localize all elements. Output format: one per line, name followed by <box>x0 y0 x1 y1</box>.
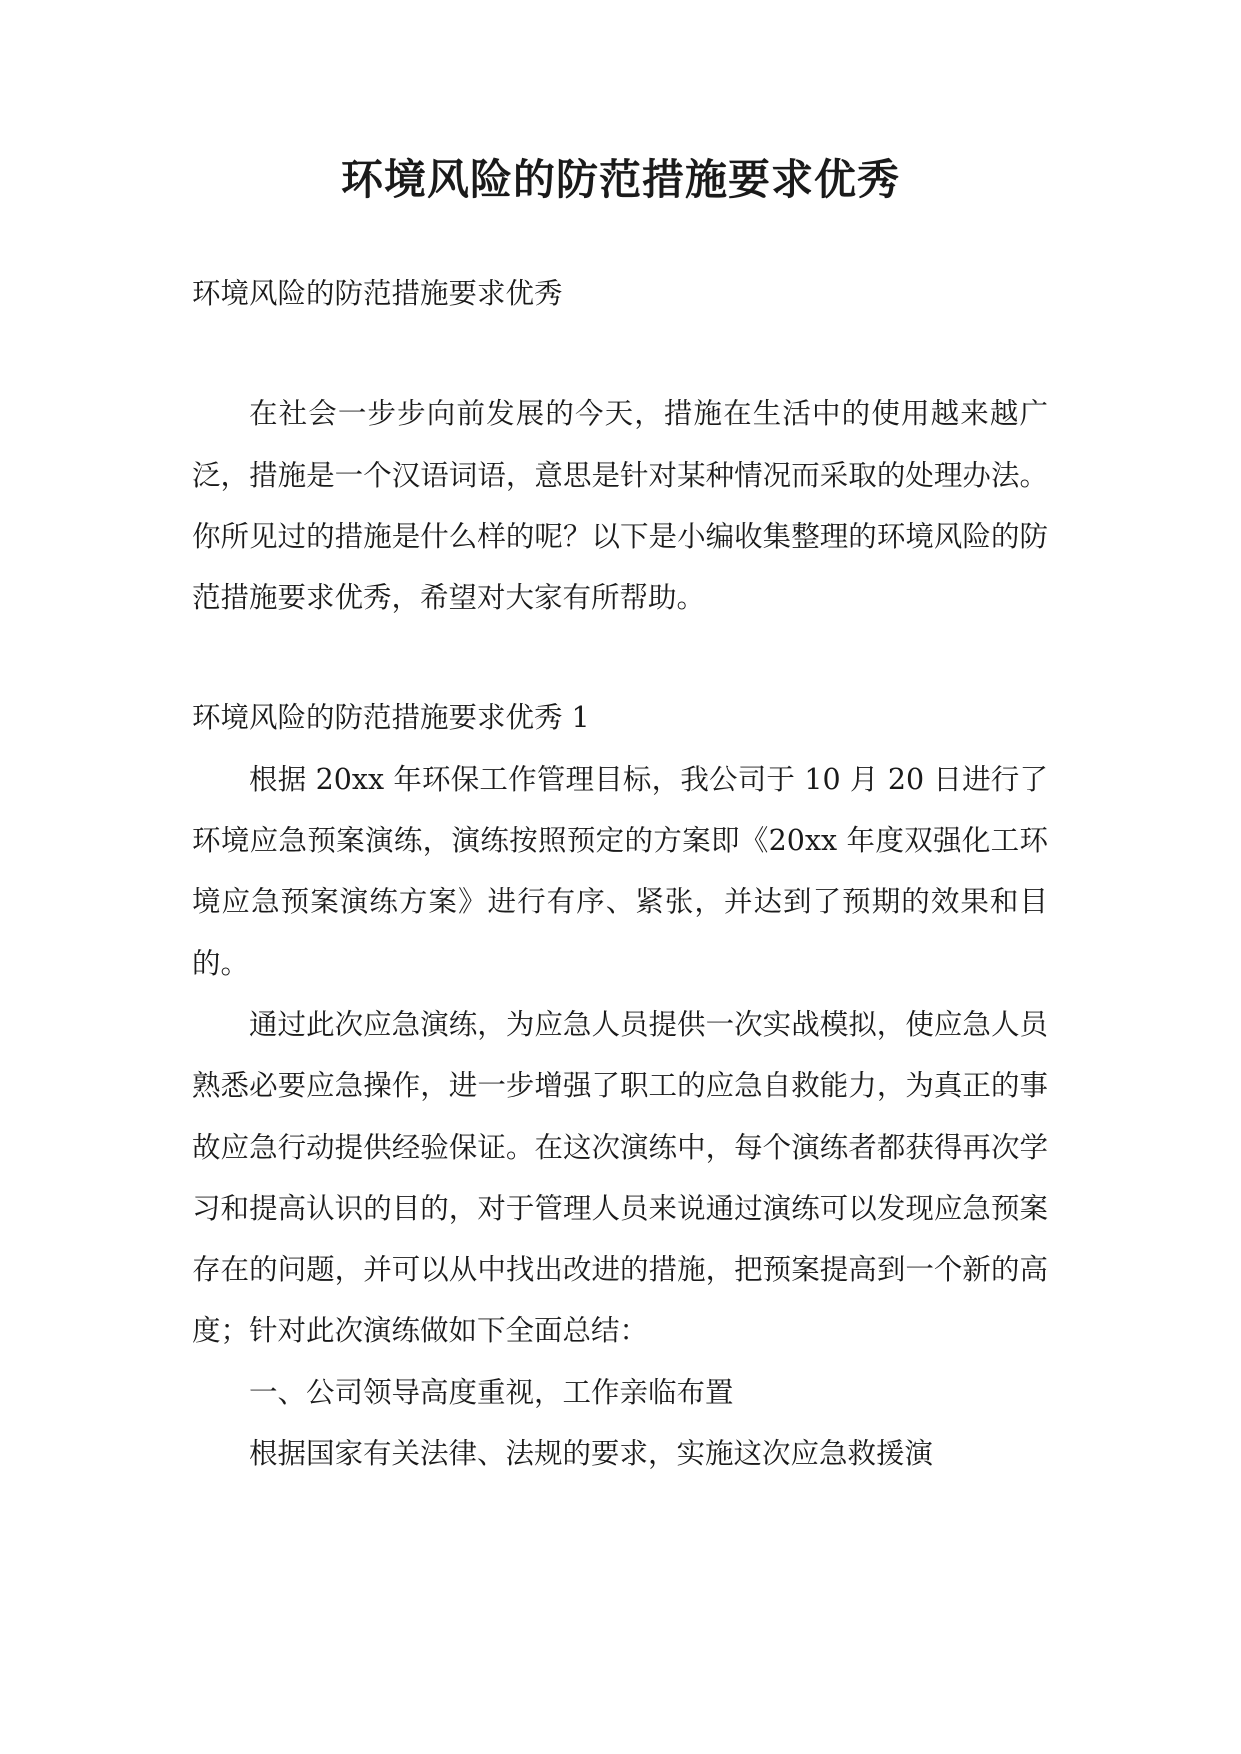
document-body <box>192 263 1048 1484</box>
body-paragraph: 通过此次应急演练，为应急人员提供一次实战模拟，使应急人员熟悉必要应急操作，进一步增强了职工的应急自救能力，为真正的事故应急行动提供经验保证。在这次演练中，每个演练者都获得再次学习和提高认识的目的，对于管理人员来说通过演练可以发现应急预案存在的问题，并可以从中找出改进的措施，把预案提高到一个新的高度；针对此次演练做如下全面总结： <box>192 1007 1048 1348</box>
document-subtitle: 环境风险的防范措施要求优秀 <box>192 277 563 310</box>
section-heading: 环境风险的防范措施要求优秀 1 <box>192 701 590 735</box>
intro-paragraph: 在社会一步步向前发展的今天，措施在生活中的使用越来越广泛，措施是一个汉语词语，意思是针对某种情况而采取的处理办法。你所见过的措施是什么样的呢？以下是小编收集整理的环境风险的防范措施要求优秀，希望对大家有所帮助。 <box>192 397 1048 615</box>
body-paragraph: 根据国家有关法律、法规的要求，实施这次应急救援演 <box>249 1437 934 1471</box>
body-paragraph: 根据 20xx 年环保工作管理目标，我公司于 10 月 20 日进行了环境应急预案演练，演练按照预定的方案即《20xx 年度双强化工环境应急预案演练方案》进行有序、紧张，并达到了预期的效果和目的。 <box>192 762 1048 980</box>
subsection-heading: 一、公司领导高度重视，工作亲临布置 <box>249 1375 734 1409</box>
document-title: 环境风险的防范措施要求优秀 <box>340 155 900 204</box>
